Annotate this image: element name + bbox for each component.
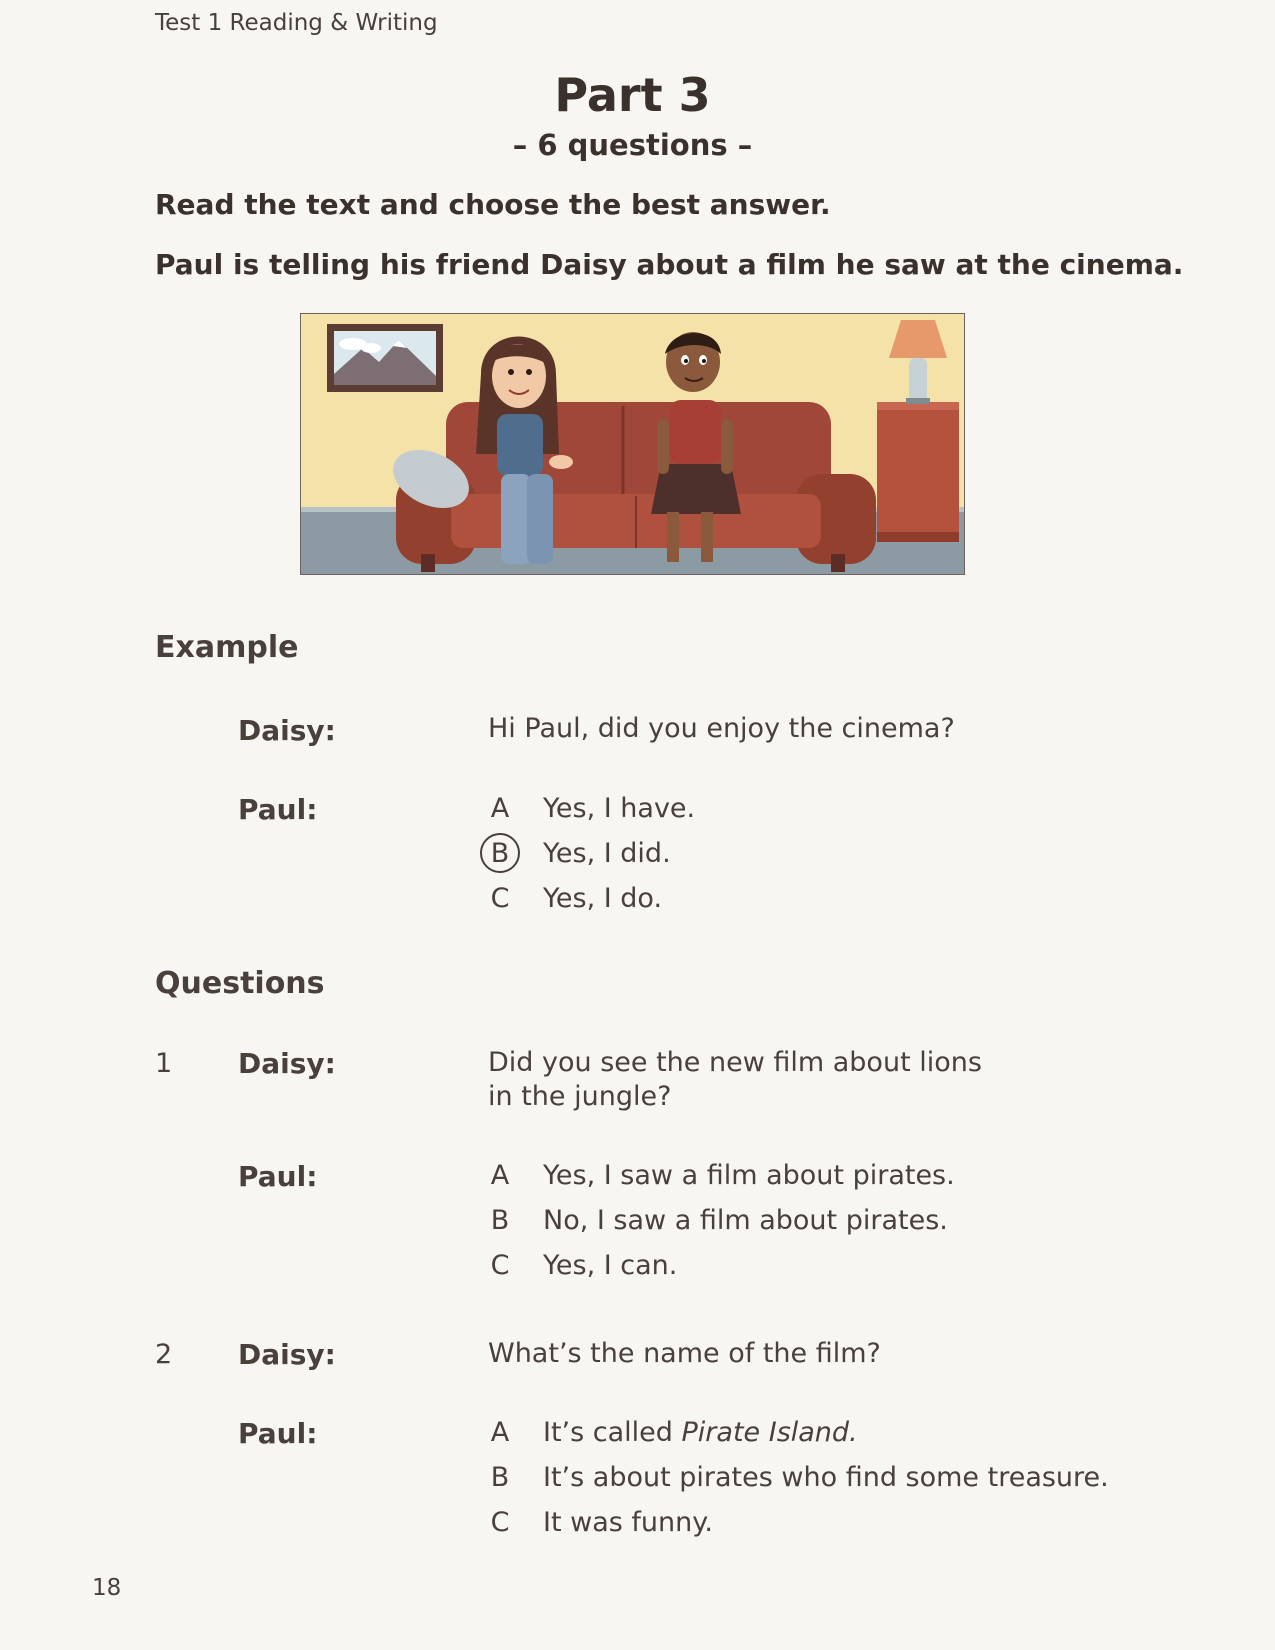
two-children-on-sofa-illustration [300,313,965,575]
q2-option-text-a-prefix: It’s called [543,1417,682,1448]
question-number: 2 [155,1339,173,1370]
q1-option-letter-c[interactable]: C [490,1250,510,1281]
context-sentence: Paul is telling his friend Daisy about a film he saw at the cinema. [155,248,1184,281]
q1-daisy-label: Daisy: [238,1047,336,1080]
questions-heading: Questions [155,966,325,1001]
example-option-letter-c: C [490,883,510,914]
question-count: – 6 questions – [512,128,753,162]
picture-frame-icon [327,324,443,392]
running-header: Test 1 Reading & Writing [155,10,438,36]
q1-option-text-b[interactable]: No, I saw a film about pirates. [543,1205,948,1236]
example-option-text-b: Yes, I did. [543,838,671,869]
q1-option-letter-b[interactable]: B [490,1205,510,1236]
example-paul-label: Paul: [238,793,318,826]
q1-daisy-line-2: in the jungle? [488,1081,672,1112]
q2-option-letter-a[interactable]: A [490,1417,510,1448]
q2-option-letter-b[interactable]: B [490,1462,510,1493]
example-daisy-label: Daisy: [238,714,336,747]
part-title: Part 3 [554,68,711,122]
example-daisy-line: Hi Paul, did you enjoy the cinema? [488,713,955,744]
question-number: 1 [155,1048,173,1079]
q1-option-text-c[interactable]: Yes, I can. [543,1250,678,1281]
instruction: Read the text and choose the best answer. [155,188,831,221]
q1-option-text-a[interactable]: Yes, I saw a film about pirates. [543,1160,955,1191]
example-option-text-c: Yes, I do. [543,883,663,914]
q2-option-letter-c[interactable]: C [490,1507,510,1538]
example-option-letter-b-selected: B [488,838,512,869]
q2-daisy-line: What’s the name of the film? [488,1338,881,1369]
q2-option-text-a[interactable] [543,1417,858,1448]
example-heading: Example [155,630,299,665]
example-option-text-a: Yes, I have. [543,793,696,824]
q2-option-text-b[interactable]: It’s about pirates who find some treasure. [543,1462,1109,1493]
q1-paul-label: Paul: [238,1160,318,1193]
side-table-icon [877,402,959,542]
q1-option-letter-a[interactable]: A [490,1160,510,1191]
q1-daisy-line-1: Did you see the new film about lions [488,1047,982,1078]
page-number: 18 [92,1575,122,1601]
example-option-letter-a: A [490,793,510,824]
q2-option-text-c[interactable]: It was funny. [543,1507,713,1538]
q2-daisy-label: Daisy: [238,1338,336,1371]
q2-paul-label: Paul: [238,1417,318,1450]
film-title: Pirate Island. [681,1417,858,1448]
